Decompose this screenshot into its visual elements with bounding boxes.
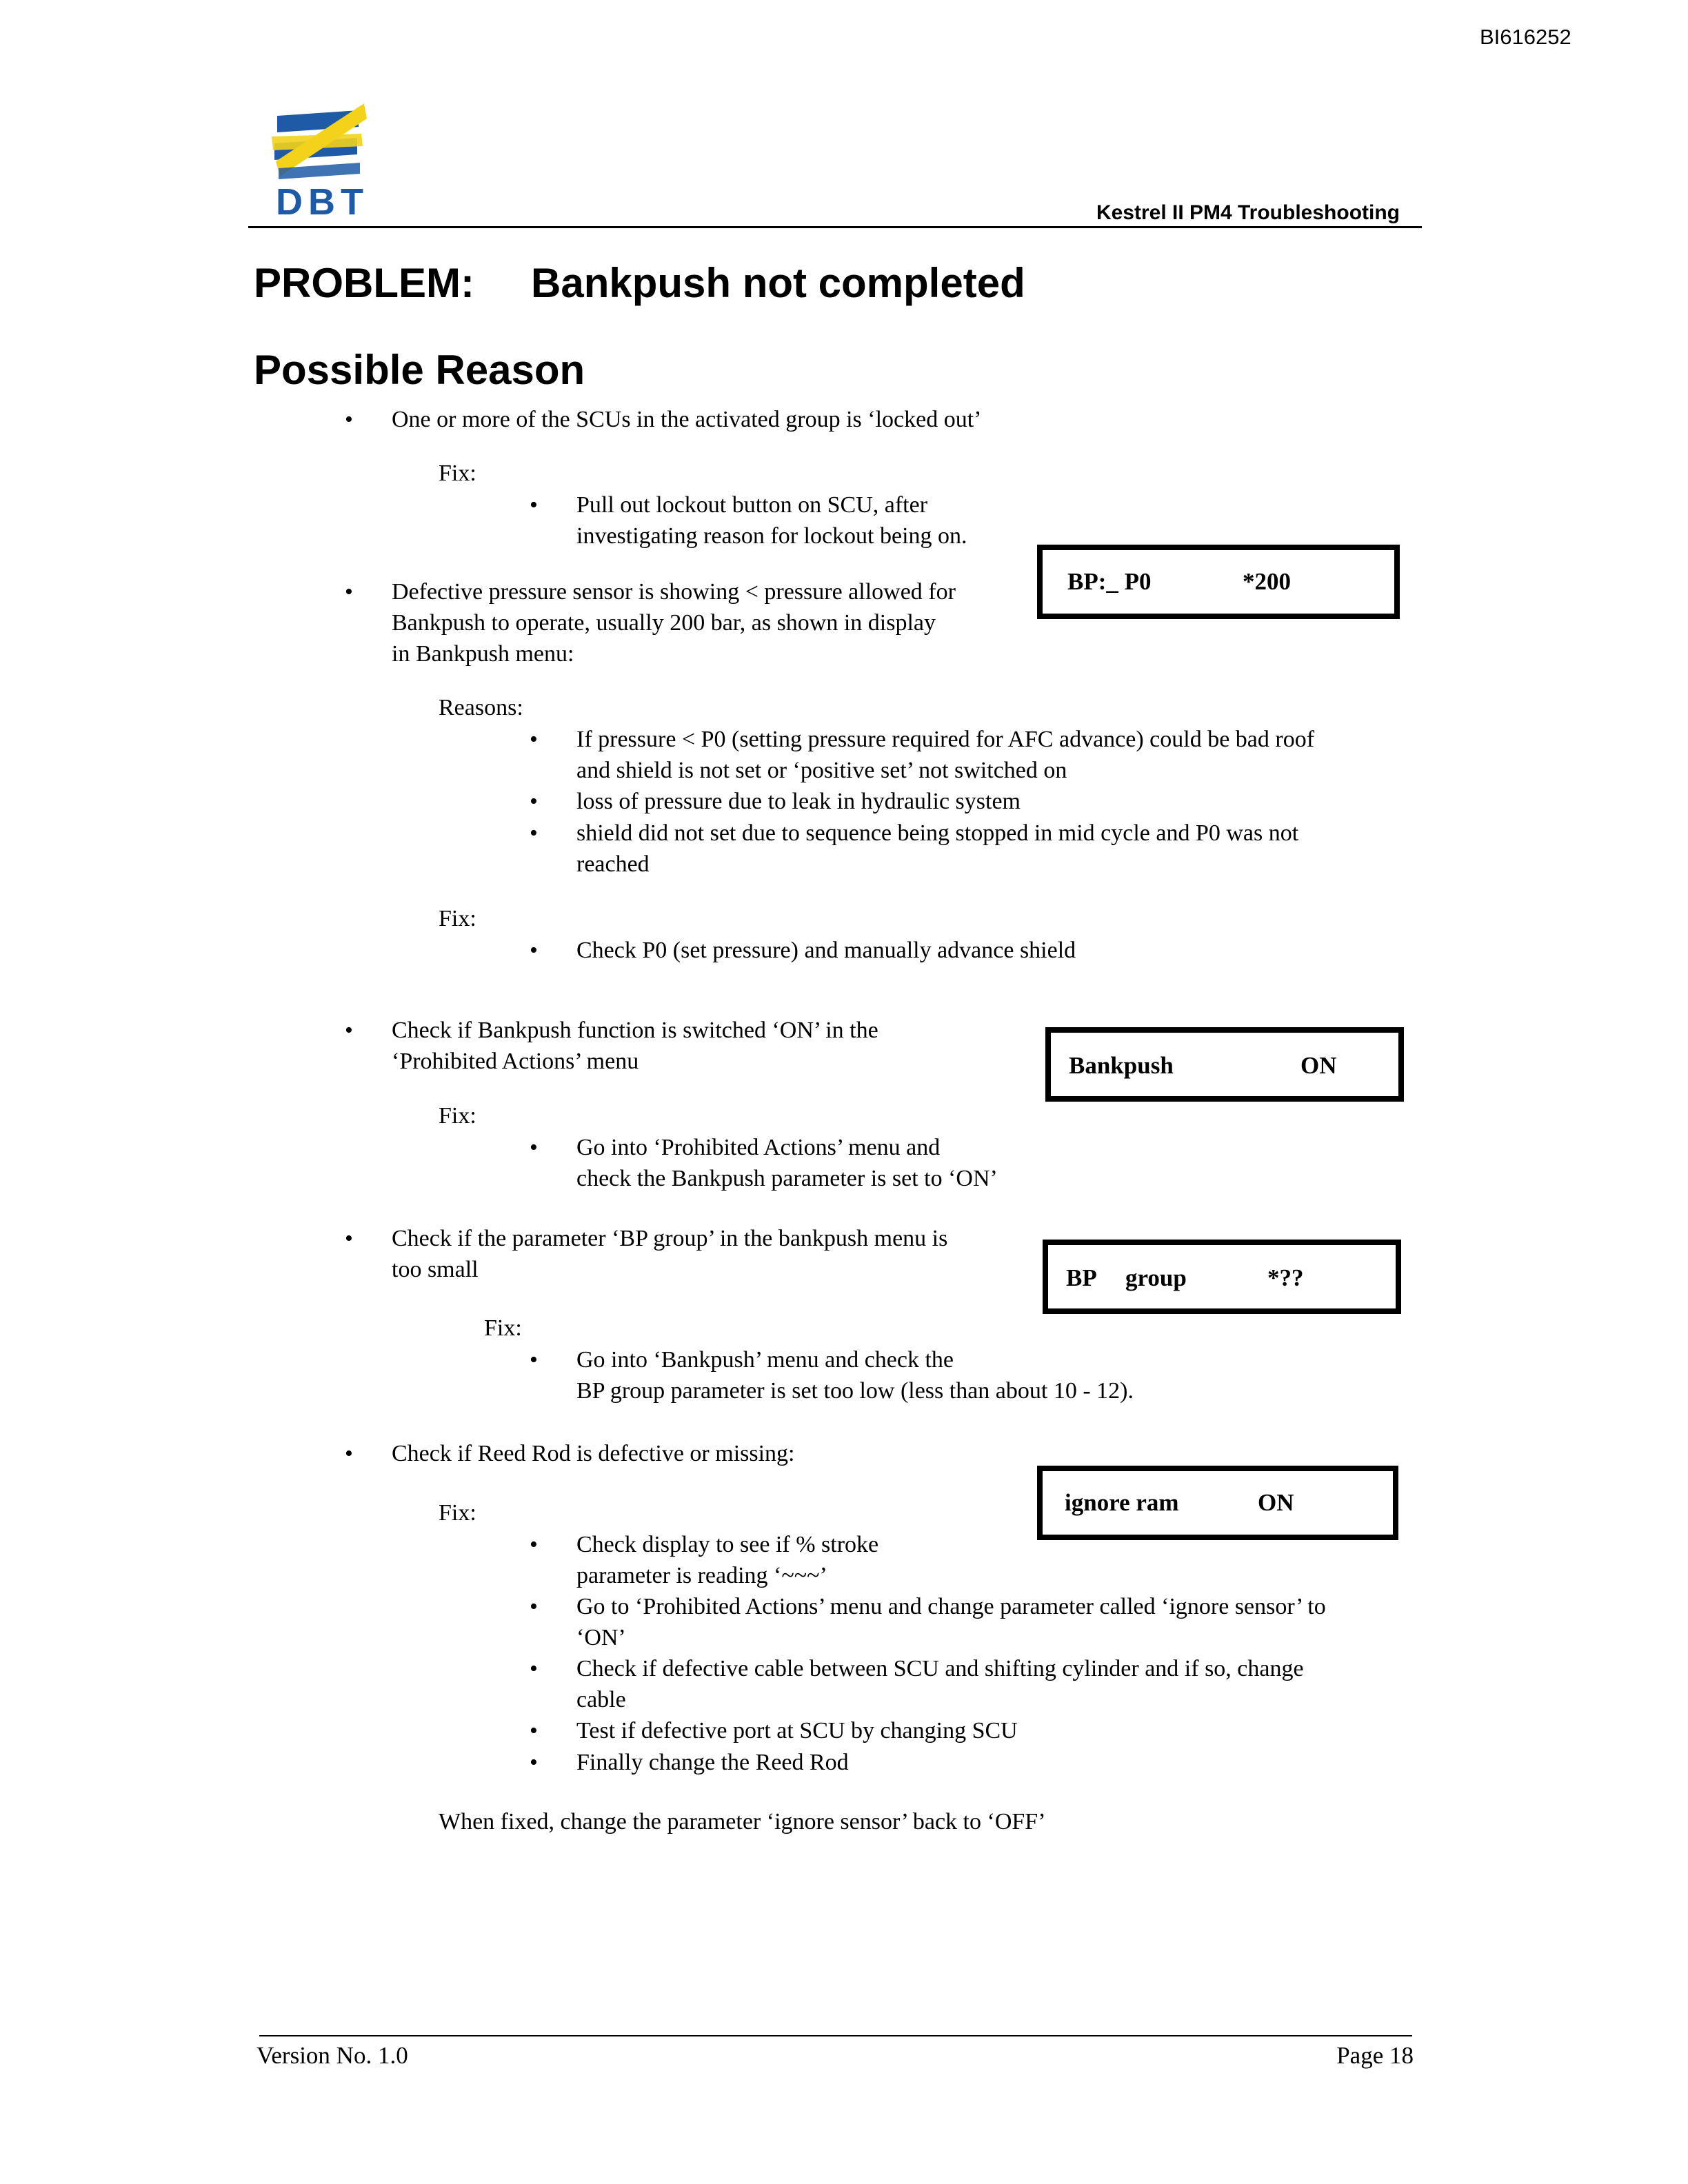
fix-label: Fix:	[439, 1103, 476, 1129]
display-left-text: ignore ram	[1065, 1489, 1179, 1516]
bullet-icon: •	[530, 820, 538, 846]
fix-step: Go into ‘Prohibited Actions’ menu and check the Bankpush parameter is set to ‘ON’	[576, 1135, 998, 1191]
reason-detail: shield did not set due to sequence being stopped in mid cycle and P0 was not reached	[576, 820, 1299, 877]
fix-step: Go into ‘Bankpush’ menu and check the BP group parameter is set too low (less than about 10 - 12).	[576, 1347, 1134, 1404]
bullet-icon: •	[530, 938, 538, 963]
reason-detail: loss of pressure due to leak in hydraulic system	[576, 789, 1021, 814]
bullet-icon: •	[530, 1347, 538, 1373]
bullet-icon: •	[530, 789, 538, 814]
footer-page: Page 18	[1336, 2042, 1414, 2069]
bullet-icon: •	[345, 407, 353, 432]
fix-label: Fix:	[484, 1315, 522, 1341]
display-left-text: BP	[1066, 1264, 1097, 1291]
fix-label: Fix:	[439, 461, 476, 486]
bullet-icon: •	[530, 1656, 538, 1681]
problem-title: Bankpush not completed	[531, 260, 1025, 306]
display-right-text: ON	[1258, 1489, 1294, 1516]
reason-detail: If pressure < P0 (setting pressure required for AFC advance) could be bad roof and shield is not set or ‘positive set’ not switched on	[576, 727, 1315, 783]
display-bankpush	[1045, 1027, 1404, 1102]
fix-step: Test if defective port at SCU by changing SCU	[576, 1718, 1018, 1743]
header-rule	[248, 226, 1422, 228]
bullet-icon: •	[530, 1532, 538, 1557]
fix-step: Go to ‘Prohibited Actions’ menu and change parameter called ‘ignore sensor’ to ‘ON’	[576, 1594, 1326, 1650]
fix-step: Check display to see if % stroke parameter is reading ‘~~~’	[576, 1532, 879, 1588]
reason-item-3: Check if Bankpush function is switched ‘ON’ in the ‘Prohibited Actions’ menu	[392, 1018, 878, 1074]
footer-rule	[259, 2035, 1412, 2036]
reasons-label: Reasons:	[439, 695, 523, 720]
bullet-icon: •	[530, 1594, 538, 1619]
display-right-text: *200	[1243, 568, 1291, 595]
document-id: BI616252	[1480, 25, 1571, 49]
bullet-icon: •	[345, 579, 353, 605]
dbt-logo	[270, 91, 374, 222]
logo-text: DBT	[276, 181, 369, 223]
fix-label: Fix:	[439, 1500, 476, 1526]
reason-item-2: Defective pressure sensor is showing < pressure allowed for Bankpush to operate, usually 200 bar, as shown in display in Bankpush menu:	[392, 579, 956, 667]
reason-item-5: Check if Reed Rod is defective or missing:	[392, 1441, 795, 1466]
bullet-icon: •	[530, 1750, 538, 1775]
reason-item-4: Check if the parameter ‘BP group’ in the bankpush menu is too small	[392, 1226, 948, 1282]
fix-step: Finally change the Reed Rod	[576, 1750, 849, 1775]
fix-label: Fix:	[439, 906, 476, 931]
display-bp-group	[1043, 1240, 1401, 1314]
problem-label: PROBLEM:	[254, 260, 474, 306]
footer-version: Version No. 1.0	[257, 2042, 408, 2069]
bullet-icon: •	[530, 1718, 538, 1743]
fix-step: Pull out lockout button on SCU, after investigating reason for lockout being on.	[576, 492, 967, 549]
bullet-icon: •	[345, 1018, 353, 1043]
display-middle-text: group	[1125, 1264, 1187, 1291]
display-ignore-ram	[1037, 1466, 1398, 1540]
display-right-text: ON	[1300, 1052, 1337, 1079]
fix-step: Check if defective cable between SCU and shifting cylinder and if so, change cable	[576, 1656, 1304, 1712]
closing-note: When fixed, change the parameter ‘ignore sensor’ back to ‘OFF’	[439, 1809, 1046, 1834]
fix-step: Check P0 (set pressure) and manually advance shield	[576, 938, 1076, 963]
bullet-icon: •	[530, 727, 538, 752]
header-title: Kestrel II PM4 Troubleshooting	[1096, 201, 1400, 224]
display-left-text: Bankpush	[1069, 1052, 1174, 1079]
display-left-text: BP:_ P0	[1067, 568, 1152, 595]
bullet-icon: •	[530, 1135, 538, 1160]
reason-item-1: One or more of the SCUs in the activated group is ‘locked out’	[392, 407, 982, 432]
display-right-text: *??	[1267, 1264, 1304, 1291]
bullet-icon: •	[345, 1441, 353, 1466]
section-heading: Possible Reason	[254, 347, 585, 393]
bullet-icon: •	[530, 492, 538, 518]
bullet-icon: •	[345, 1226, 353, 1251]
display-bp-pressure	[1037, 545, 1400, 619]
